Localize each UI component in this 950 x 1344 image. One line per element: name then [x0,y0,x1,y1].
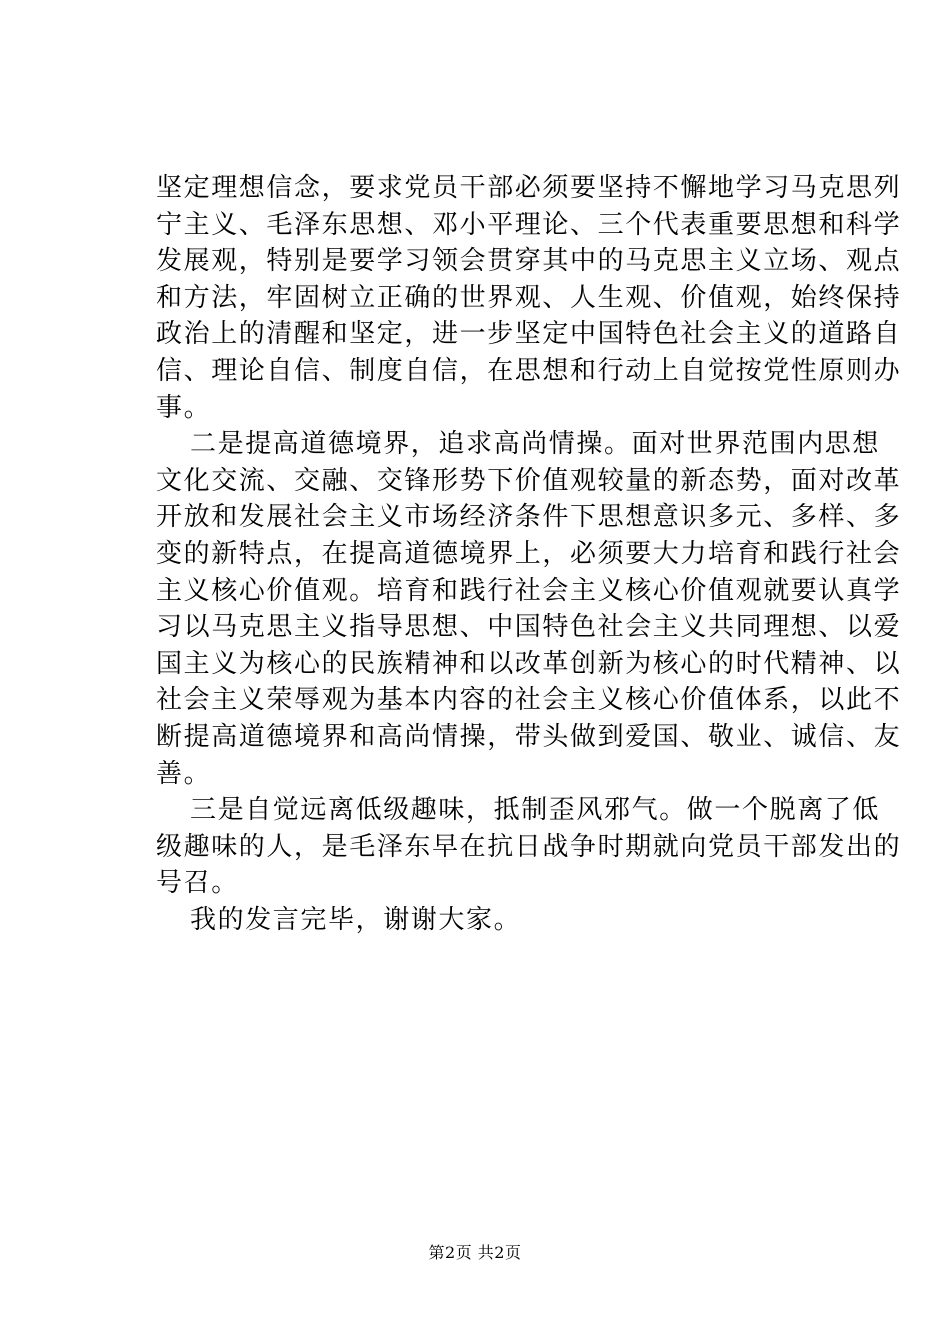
text-line: 事。 [156,392,212,423]
text-line: 断提高道德境界和高尚情操，带头做到爱国、敬业、诚信、友 [156,721,902,752]
text-line: 三是自觉远离低级趣味，抵制歪风邪气。做一个脱离了低 [190,795,881,826]
text-line: 发展观，特别是要学习领会贯穿其中的马克思主义立场、观点 [156,246,902,277]
text-line: 二是提高道德境界，追求高尚情操。面对世界范围内思想 [190,429,881,460]
text-line: 和方法，牢固树立正确的世界观、人生观、价值观，始终保持 [156,282,902,313]
text-line: 习以马克思主义指导思想、中国特色社会主义共同理想、以爱 [156,612,902,643]
page-footer [0,1242,950,1264]
text-line: 政治上的清醒和坚定，进一步坚定中国特色社会主义的道路自 [156,319,902,350]
text-line: 善。 [156,758,212,789]
page-number-label: 第2页 共2页 [428,1243,522,1262]
text-line: 级趣味的人，是毛泽东早在抗日战争时期就向党员干部发出的 [156,831,902,862]
text-line: 宁主义、毛泽东思想、邓小平理论、三个代表重要思想和科学 [156,209,902,240]
text-line: 开放和发展社会主义市场经济条件下思想意识多元、多样、多 [156,502,902,533]
text-line: 号召。 [156,868,239,899]
text-line: 国主义为核心的民族精神和以改革创新为核心的时代精神、以 [156,648,902,679]
text-line: 变的新特点，在提高道德境界上，必须要大力培育和践行社会 [156,538,902,569]
text-line: 主义核心价值观。培育和践行社会主义核心价值观就要认真学 [156,575,902,606]
text-line: 社会主义荣辱观为基本内容的社会主义核心价值体系，以此不 [156,685,902,716]
text-line: 文化交流、交融、交锋形势下价值观较量的新态势，面对改革 [156,465,902,496]
text-line: 坚定理想信念，要求党员干部必须要坚持不懈地学习马克思列 [156,173,902,203]
text-line: 信、理论自信、制度自信，在思想和行动上自觉按党性原则办 [156,355,902,386]
document-body [156,170,902,938]
text-line: 我的发言完毕，谢谢大家。 [190,904,522,935]
